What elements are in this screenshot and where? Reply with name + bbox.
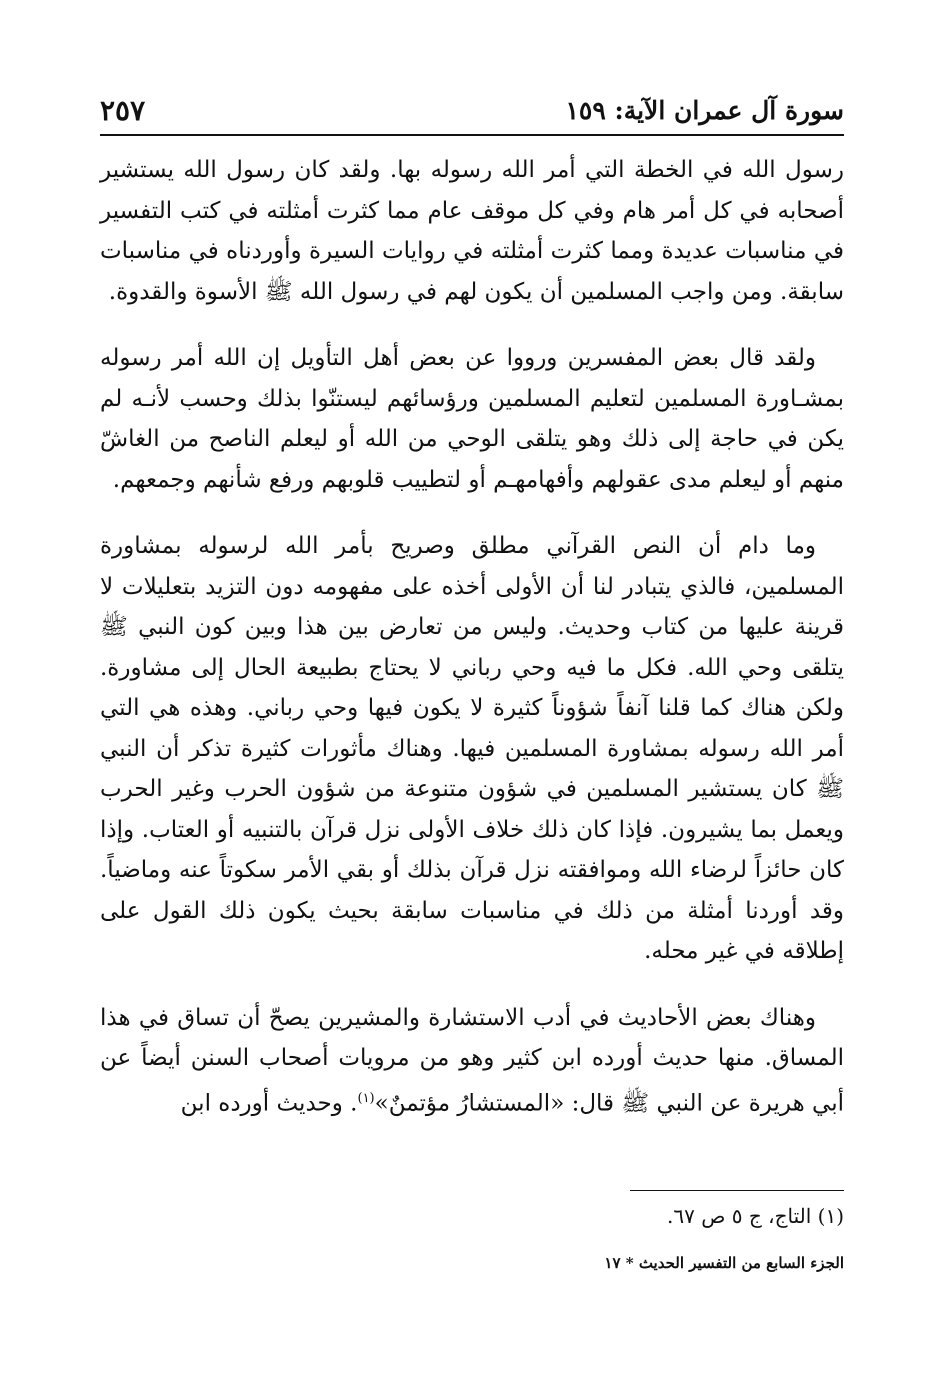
- paragraph-4-continued: . وحديث أورده ابن: [180, 1090, 358, 1117]
- page-footer: الجزء السابع من التفسير الحديث * ١٧: [604, 1254, 844, 1272]
- footnote-marker: (١): [357, 1090, 375, 1106]
- paragraph-2: ولقد قال بعض المفسرين ورووا عن بعض أهل التأويل إن الله أمر رسوله بمشـاورة المسلمين لتعليم المسلمين ورؤسائهم ليستنّوا بذلك وحسب لأنـه لم يكن في حاجة إلى ذلك وهو يتلقى الوحي من الله أو ليعلم الناصح من الغاشّ منهم أو ليعلم مدى عقولهم وأفهامهـم أو لتطييب قلوبهم ورفع شأنهم وجمعهم.: [100, 345, 844, 493]
- paragraph-4: [100, 998, 844, 1124]
- footnote: (١) التاج، ج ٥ ص ٦٧.: [667, 1204, 844, 1228]
- page-header: [100, 88, 844, 136]
- paragraph-1: رسول الله في الخطة التي أمر الله رسوله بها. ولقد كان رسول الله يستشير أصحابه في كل أمر هام وفي كل موقف عام مما كثرت أمثلته في كتب التفسير في مناسبات عديدة ومما كثرت أمثلته في روايات السيرة وأوردناه في مناسبات سابقة. ومن واجب المسلمين أن يكون لهم في رسول الله ﷺ الأسوة والقدوة.: [100, 157, 844, 305]
- paragraph-4-text: وهناك بعض الأحاديث في أدب الاستشارة والمشيرين يصحّ أن تساق في هذا المساق. منها حديث أورده ابن كثير وهو من مرويات أصحاب السنن أيضاً عن أبي هريرة عن النبي ﷺ قال: «المستشارُ مؤتمنٌ»: [100, 1004, 844, 1117]
- page-number: ٢٥٧: [100, 94, 146, 127]
- footnote-separator: [630, 1190, 844, 1191]
- body-text: [100, 150, 844, 1150]
- surah-title: سورة آل عمران الآية: ١٥٩: [565, 96, 844, 125]
- paragraph-3: وما دام أن النص القرآني مطلق وصريح بأمر الله لرسوله بمشاورة المسلمين، فالذي يتبادر لنا أن الأولى أخذه على مفهومه دون التزيد بتعليلات لا قرينة عليها من كتاب وحديث. وليس من تعارض بين هذا وبين كون النبي ﷺ يتلقى وحي الله. فكل ما فيه وحي رباني لا يحتاج بطبيعة الحال إلى مشاورة. ولكن هناك كما قلنا آنفاً شؤوناً كثيرة لا يكون فيها وحي رباني. وهذه هي التي أمر الله رسوله بمشاورة المسلمين فيها. وهناك مأثورات كثيرة تذكر أن النبي ﷺ كان يستشير المسلمين في شؤون متنوعة من شؤون الحرب وغير الحرب ويعمل بما يشيرون. فإذا كان ذلك خلاف الأولى نزل قرآن بالتنبيه أو العتاب. وإذا كان حائزاً لرضاء الله وموافقته نزل قرآن بذلك أو بقي الأمر سكوتاً عنه وماضياً. وقد أوردنا أمثلة من ذلك في مناسبات سابقة بحيث يكون ذلك القول على إطلاقه في غير محله.: [100, 533, 844, 964]
